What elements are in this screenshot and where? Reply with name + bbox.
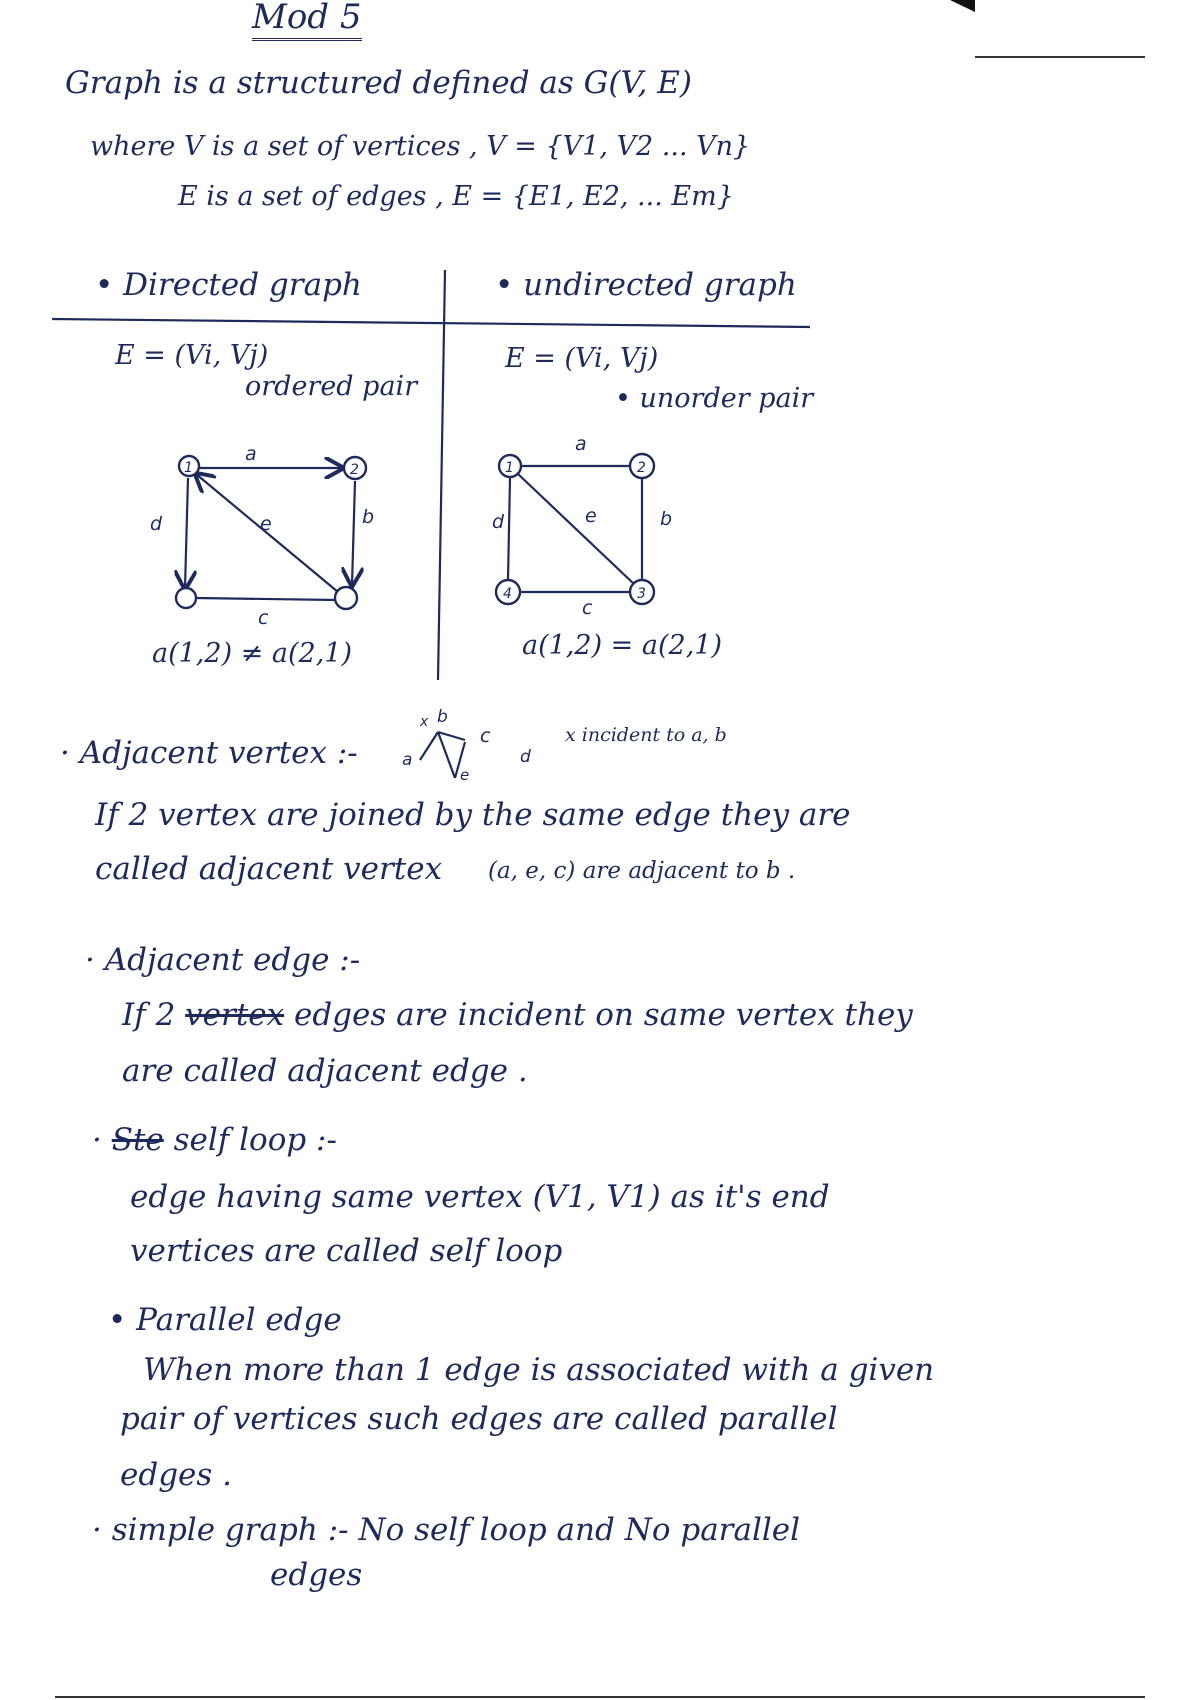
undirected-heading: • undirected graph [495, 267, 797, 303]
undirected-edge-label-d: d [492, 511, 505, 533]
parallel-edge-line-3: edges . [120, 1457, 232, 1493]
undirected-node-label-2: 2 [637, 460, 646, 476]
directed-node-label-1: 1 [184, 460, 193, 476]
directed-heading: • Directed graph [95, 267, 362, 303]
undirected-note: • unorder pair [615, 383, 814, 414]
sketch-label-d: d [520, 747, 531, 767]
bullet: · [85, 942, 105, 978]
directed-edge-label-e: e [260, 513, 272, 535]
undirected-caption: a(1,2) = a(2,1) [522, 630, 722, 661]
undirected-formula: E = (Vi, Vj) [505, 343, 659, 374]
adjacent-vertex-line-2: called adjacent vertex [95, 851, 443, 887]
bullet: · [92, 1122, 112, 1158]
directed-edge-label-a: a [245, 443, 257, 465]
undirected-edge-label-e: e [585, 505, 597, 527]
adjacent-edge-line-2: are called adjacent edge . [122, 1053, 528, 1089]
simple-graph-line-1 [92, 1512, 801, 1548]
sketch-label-c: c [480, 725, 491, 747]
simple-graph-line-1-text: simple graph :- No self loop and No parallel [111, 1512, 801, 1548]
bullet: · [60, 735, 80, 771]
self-loop-heading-struck: Ste [111, 1122, 164, 1158]
self-loop-heading-text: self loop :- [173, 1122, 337, 1158]
intro-line-2: where V is a set of vertices , V = {V1, V2 ... Vn} [90, 131, 751, 162]
undirected-edge-label-a: a [575, 433, 587, 455]
sketch-label-b: b [437, 707, 448, 727]
undirected-node-label-3: 3 [637, 586, 646, 602]
undirected-node-label-4: 4 [503, 586, 512, 602]
parallel-edge-line-2: pair of vertices such edges are called parallel [120, 1401, 838, 1437]
adjacent-edge-line-1-post: edges are incident on same vertex they [293, 997, 913, 1033]
sketch-label-a: a [402, 750, 413, 770]
self-loop-line-1: edge having same vertex (V1, V1) as it's end [130, 1179, 830, 1215]
adjacent-edge-line-1 [122, 997, 913, 1033]
directed-edge-label-b: b [362, 506, 375, 528]
directed-formula: E = (Vi, Vj) [115, 340, 269, 371]
adjacent-edge-line-1-struck: vertex [185, 997, 285, 1033]
intro-line-3: E is a set of edges , E = {E1, E2, ... Em} [178, 181, 734, 212]
directed-edge-label-d: d [150, 513, 163, 535]
sketch-label-x: x [420, 714, 429, 730]
sketch-label-e: e [460, 766, 470, 784]
parallel-edge-line-1: When more than 1 edge is associated with a given [143, 1352, 935, 1388]
intro-line-1: Graph is a structured defined as G(V, E) [65, 65, 692, 101]
directed-edge-label-c: c [258, 607, 269, 629]
simple-graph-line-2: edges [270, 1557, 363, 1593]
adjacent-edge-heading-text: Adjacent edge :- [104, 942, 361, 978]
parallel-edge-heading: • Parallel edge [108, 1302, 342, 1338]
adjacent-vertex-line-1: If 2 vertex are joined by the same edge they are [95, 797, 851, 833]
self-loop-line-2: vertices are called self loop [130, 1233, 563, 1269]
adjacent-edge-line-1-pre: If 2 [122, 997, 176, 1033]
adjacent-vertex-sketch-note: x incident to a, b [565, 724, 727, 746]
directed-note: ordered pair [245, 371, 418, 402]
adjacent-vertex-line-2-note: (a, e, c) are adjacent to b . [488, 858, 796, 884]
undirected-edge-label-c: c [582, 597, 593, 619]
undirected-node-label-1: 1 [505, 460, 514, 476]
page-title: Mod 5 [252, 0, 362, 41]
directed-node-label-2: 2 [350, 462, 359, 478]
adjacent-vertex-heading-text: Adjacent vertex :- [79, 735, 358, 771]
adjacent-edge-heading [85, 942, 361, 978]
bullet: · [92, 1512, 112, 1548]
directed-caption: a(1,2) ≠ a(2,1) [152, 638, 352, 669]
self-loop-heading [92, 1122, 337, 1158]
undirected-edge-label-b: b [660, 508, 673, 530]
